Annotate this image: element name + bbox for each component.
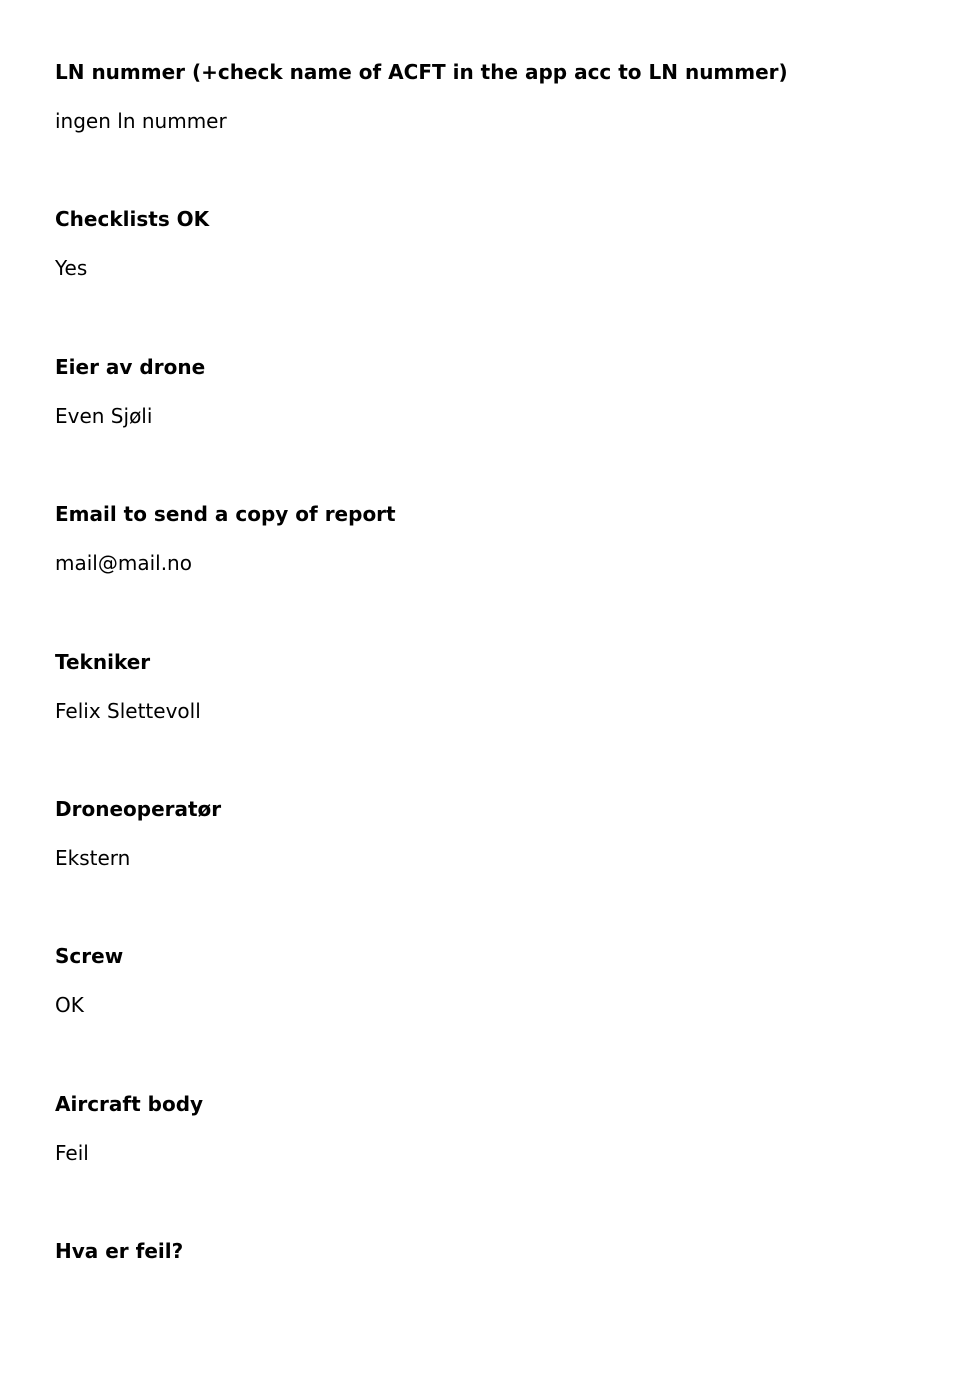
field-value xyxy=(55,1286,935,1314)
field-label: Checklists OK xyxy=(55,207,210,232)
field-tekniker xyxy=(55,648,935,795)
field-label: LN nummer (+check name of ACFT in the app acc to LN nummer) xyxy=(55,60,788,84)
field-checklists-ok xyxy=(55,205,935,352)
field-value: Ekstern xyxy=(55,845,131,870)
field-label: Screw xyxy=(55,944,124,969)
field-droneoperator xyxy=(55,795,935,942)
report-form xyxy=(55,58,935,1385)
field-label: Hva er feil? xyxy=(55,1239,184,1264)
field-screw xyxy=(55,942,935,1089)
field-label: Droneoperatør xyxy=(55,796,222,821)
field-value: mail@mail.no xyxy=(55,551,192,576)
field-label: Eier av drone xyxy=(55,354,206,379)
field-hva-er-feil xyxy=(55,1237,935,1384)
field-value: OK xyxy=(55,993,84,1018)
field-label: Aircraft body xyxy=(55,1091,204,1116)
field-eier-av-drone xyxy=(55,353,935,500)
field-value: Feil xyxy=(55,1140,89,1165)
field-email-report xyxy=(55,500,935,647)
field-aircraft-body xyxy=(55,1090,935,1237)
field-value: Even Sjøli xyxy=(55,403,153,428)
field-ln-nummer xyxy=(55,58,935,205)
field-value: ingen ln nummer xyxy=(55,109,227,133)
field-value: Felix Slettevoll xyxy=(55,698,201,723)
field-label: Email to send a copy of report xyxy=(55,502,396,527)
field-label: Tekniker xyxy=(55,649,151,674)
field-value: Yes xyxy=(55,256,88,281)
